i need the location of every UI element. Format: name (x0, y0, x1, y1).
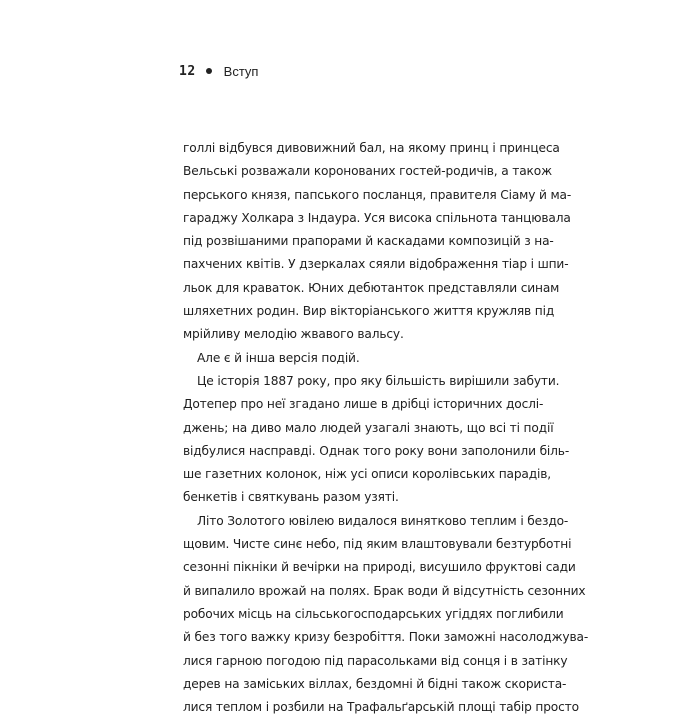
text-line: Це історія 1887 року, про яку більшість вирішили забути. (197, 373, 560, 388)
text-line: джень; на диво мало людей узагалі знають, що всі ті події (183, 420, 554, 435)
text-line: лися теплом і розбили на Трафальґарській площі табір просто (183, 700, 579, 715)
text-line: ше газетних колонок, ніж усі описи королівських парадів, (183, 467, 552, 482)
text-line: щовим. Чисте синє небо, під яким влаштовували безтурботні (183, 537, 572, 552)
text-line: Дотепер про неї згадано лише в дрібці історичних дослі- (183, 397, 544, 412)
text-line: шляхетних родин. Вир вікторіанського життя кружляв під (183, 304, 555, 319)
text-line: Літо Золотого ювілею видалося винятково теплим і бездо- (197, 513, 569, 528)
text-line: й випалило врожай на полях. Брак води й відсутність сезонних (183, 583, 586, 598)
text-line: Але є й інша версія подій. (197, 350, 360, 365)
paragraph (183, 370, 570, 510)
paragraph (183, 137, 572, 347)
text-line: голлі відбувся дивовижний бал, на якому принц і принцеса (183, 141, 560, 155)
text-line: Вельські розважали коронованих гостей-родичів, а також (183, 164, 552, 179)
page-number: 12 (179, 63, 196, 79)
paragraph (183, 510, 589, 719)
text-line: гараджу Холкара з Індаура. Уся висока спільнота танцювала (183, 210, 571, 225)
text-line: мрійливу мелодію жвавого вальсу. (183, 327, 404, 342)
running-head (179, 62, 258, 80)
text-line: відбулися насправді. Однак того року вони заполонили біль- (183, 443, 570, 458)
text-line: робочих місць на сільськогосподарських угіддях поглибили (183, 606, 564, 621)
text-line: сезонні пікніки й вечірки на природі, висушило фруктові сади (183, 560, 576, 575)
text-line: під розвішаними прапорами й каскадами композицій з на- (183, 234, 554, 249)
text-line: бенкетів і святкувань разом узяті. (183, 490, 399, 505)
text-line: дерев на заміських віллах, бездомні й бідні також скориста- (183, 676, 567, 691)
text-line: й без того важку кризу безробіття. Поки заможні насолоджува- (183, 630, 589, 645)
bullet-separator-icon (206, 68, 212, 74)
text-line: пахчених квітів. У дзеркалах сяяли відображення тіар і шпи- (183, 257, 569, 272)
text-line: лися гарною погодою під парасольками від сонця і в затінку (183, 653, 568, 668)
text-line: перського князя, папського посланця, правителя Сіаму й ма- (183, 187, 572, 202)
body-text (183, 137, 589, 719)
section-title: Вступ (223, 63, 259, 79)
paragraph (183, 347, 515, 370)
text-line: льок для краваток. Юних дебютанток представляли синам (183, 280, 560, 295)
